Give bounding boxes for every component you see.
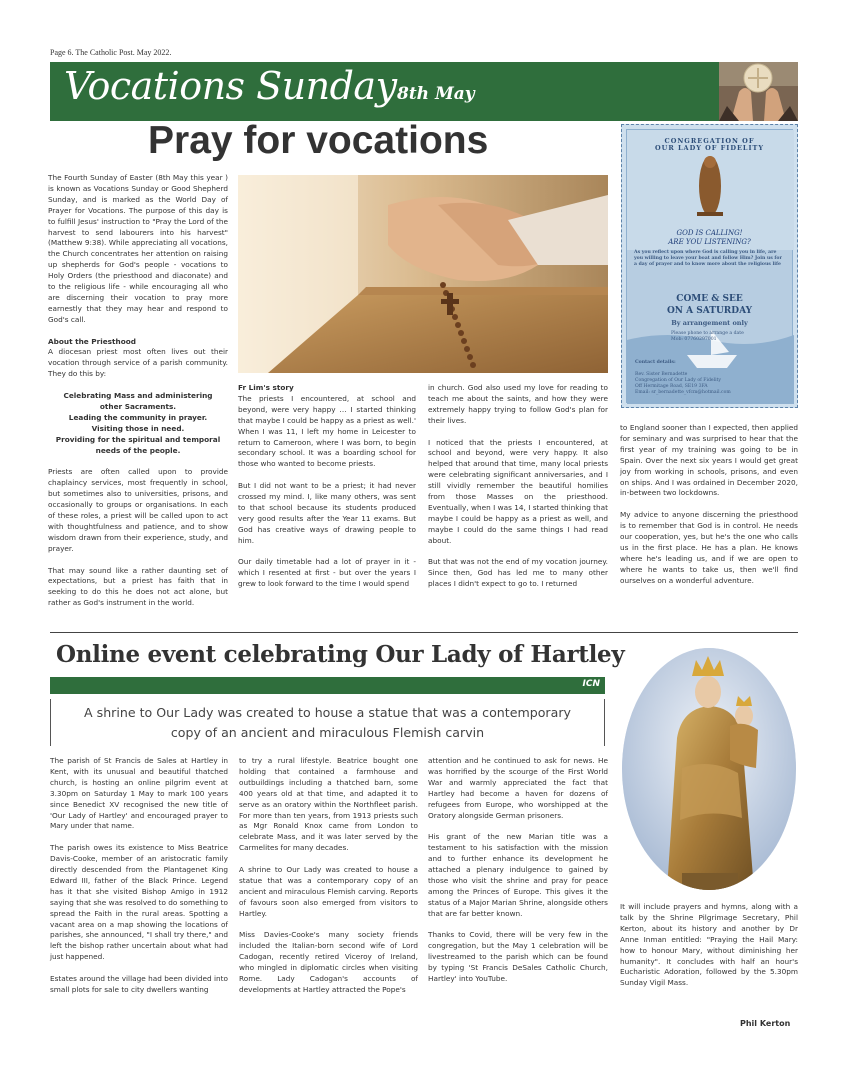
vocations-poster — [621, 124, 798, 408]
list-item: Visiting those in need. — [91, 423, 185, 433]
paragraph: The parish of St Francis de Sales at Hartley in Kent, with its unusual and beautiful thatched church, is hosting an online pilgrim event at 3.30pm on Saturday 1 May to mark 100 years since Benedict XV recognised the new title of 'Our Lady of Hartley' and encouraged prayer to Mary under that name. — [50, 756, 228, 831]
poster-contact-address: Off Hermitage Road, SE19 3FA — [635, 384, 708, 389]
paragraph: I noticed that the priests I encountered, at school and beyond, were very happy. It also helped that around that time, many local priests were celebrating significant anniversaries, and I still vividly remember the beautiful homilies from those Masses on the priesthood. Eventually, when I was 14, I started thinking that maybe I could be happy as a priest as well, and maybe I could do the same things I had read about. — [428, 437, 608, 545]
poster-contact-name: Rev. Sister Bernadette — [635, 372, 688, 377]
byline-bar — [50, 677, 605, 694]
subheading: Fr Lim's story — [238, 383, 294, 392]
poster-body: As you reflect upon where God is calling you in life, are you willing to leave your boat and follow Him? Join us for a day of prayer and to know more about the religious life — [634, 250, 782, 268]
poster-saturday: ON A SATURDAY — [666, 306, 753, 316]
poster-calling-line2: ARE YOU LISTENING? — [668, 238, 751, 246]
article2-column-1 — [50, 756, 228, 1007]
poster-arrangement: By arrangement only — [671, 319, 748, 327]
article-headline-2: Online event celebrating Our Lady of Hartley — [56, 641, 625, 668]
article2-column-3 — [428, 756, 608, 996]
paragraph: My advice to anyone discerning the priesthood is to remember that God is in control. He needs our cooperation, yes, but he's the one who calls us in the first place. He has a plan. He knows where he's leading us, and if we are open to where he wants to take us, then we'll find ourselves on a wonderful adventure. — [620, 510, 798, 585]
paragraph: The priests I encountered, at school and beyond, were very happy … I started thinking that maybe I could be happy as a priest as well.' When I was 11, I left my home in Leicester to return to Cameroon, where I was born, to begin secondary school. It was a boarding school for those who wanted to become priests. — [238, 393, 416, 469]
paragraph: But that was not the end of my vocation journey. Since then, God has led me to many other places I didn't expect to go to. I returned — [428, 557, 608, 589]
duties-list — [48, 391, 228, 456]
poster-phone-line2: Mob: 07760297001 — [671, 337, 717, 342]
paragraph: The parish owes its existence to Miss Beatrice Davis-Cooke, member of an aristocratic family directly descended from the Plantagenet King Edward III, father of the Black Prince. Legend has it that she visited Bishop Amigo in 1912 saying that she was resolved to do something to spread the Faith in the rural areas. Spotting a vacant area on a map showing the locations of parishes, she announced, "I shall try there," and left the bishop rather uncertain about what had just happened. — [50, 843, 228, 962]
paragraph: A diocesan priest most often lives out their vocation through service of a parish community. They do this by: — [48, 347, 228, 379]
section-divider — [50, 632, 798, 633]
article-column-3 — [428, 383, 608, 601]
paragraph: attention and he continued to ask for news. He was horrified by the scourge of the First World War and warmly appreciated the fact that Hartley had become a haven for dozens of refugees from Europe, who worshipped at the Oratory alongside German prisoners. — [428, 756, 608, 820]
paragraph: Estates around the village had been divided into small plots for sale to city dwellers wanting — [50, 974, 228, 994]
poster-title-line1: CONGREGATION OF — [664, 137, 755, 145]
paragraph: The Fourth Sunday of Easter (8th May this year ) is known as Vocations Sunday or Good Shepherd Sunday, and is marked as the World Day of Prayer for Vocations. The purpose of this day is to fulfill Jesus' instruction to "Pray the Lord of the harvest to send labourers into his harvest" (Matthew 9:38). While appreciating all vocations, the Church concentrates her attention on raising up shepherds for God's people - vocations to Holy Orders (the priesthood and diaconate) and to the religious life - while encouraging all who are discerning their vocation to pray more earnestly that they may hear and respond to God's call. — [48, 173, 228, 324]
byline: ICN — [582, 679, 600, 689]
list-item: Providing for the spiritual and temporal needs of the people. — [55, 434, 221, 455]
paragraph: to try a rural lifestyle. Beatrice bought one holding that contained a farmhouse and outbuildings including a thatched barn, some 400 years old at that time, and adapted it to serve as an oratory within the Northfleet parish. For more than ten years, from 1913 priests such as Mgr Ronald Knox came from London to celebrate Mass, and it was later served by the Carmelites for many decades. — [239, 756, 418, 853]
paragraph: in church. God also used my love for reading to teach me about the saints, and how they were extremely happy trying to follow God's plan for their lives. — [428, 383, 608, 425]
paragraph: Priests are often called upon to provide chaplaincy services, most frequently in school, but sometimes also to universities, prisons, and occasionally to groups or organisations. In each of these roles, a priest will be called upon to act with thoughtfulness and patience, and to show wisdom drawn from their experience, study, and prayer. — [48, 467, 228, 553]
paragraph: It will include prayers and hymns, along with a talk by the Shrine Pilgrimage Secretary, Phil Kerton, about its history and another by Dr Anne Inman entitled: "Praying the Hail Mary: how to honour Mary, without diminishing her humanity". It concludes with half an hour's Eucharistic Adoration, followed by the 5.30pm Sunday Vigil Mass. — [620, 902, 798, 988]
paragraph: His grant of the new Marian title was a testament to his satisfaction with the mission and to further enhance its development he attached a plenary indulgence to gained by those who visit the shrine and pray for peace among the Princes of Europe. This gives it the status of a Major Marian Shrine, alongside others that are far better known. — [428, 832, 608, 918]
article-column-4 — [620, 423, 798, 597]
paragraph: Miss Davies-Cooke's many society friends included the Italian-born second wife of Lord Cadogan, recently retired Viceroy of Ireland, who mingled in diplomatic circles when visiting Rome. Lady Cadogan's accounts of developments at Hartley attracted the Pope's — [239, 930, 418, 994]
poster-come-see: COME & SEE — [676, 294, 743, 304]
poster-panel — [626, 129, 793, 403]
list-item: Leading the community in prayer. — [68, 412, 208, 422]
article2-column-2 — [239, 756, 418, 1007]
paragraph: But I did not want to be a priest; it had never crossed my mind. I, like many others, was sent to that school because its students produced very good results after the Year 11 exams. But God has creative ways of drawing people to him. — [238, 481, 416, 545]
subheading: About the Priesthood — [48, 336, 136, 346]
poster-contact-heading: Contact details: — [635, 360, 676, 365]
our-lady-of-hartley-statue-photo — [622, 648, 796, 890]
article-headline: Pray for vocations — [148, 119, 489, 162]
paragraph: Thanks to Covid, there will be very few in the congregation, but the May 1 celebration will be livestreamed to the parish which can be found by typing 'St Francis DeSales Catholic Church, Hartley' into YouTube. — [428, 930, 608, 984]
section-date: 8th May — [397, 84, 475, 104]
paragraph: Our daily timetable had a lot of prayer in it - which I resented at first - but over the years I grew to look forward to the time I would spend — [238, 557, 416, 589]
praying-hands-photo — [238, 175, 608, 373]
paragraph: That may sound like a rather daunting set of expectations, but a priest has faith that in seeking to do this he does not act alone, but rather as God's instrument in the world. — [48, 565, 228, 608]
list-item: Celebrating Mass and administering other Sacraments. — [63, 391, 213, 411]
banner-host-image — [719, 62, 798, 121]
poster-title-line2: OUR LADY OF FIDELITY — [654, 144, 765, 152]
article-column-1 — [48, 173, 228, 620]
poster-contact-org: Congregation of Our Lady of Fidelity — [635, 378, 721, 383]
poster-phone-line1: Please phone to arrange a date — [671, 331, 744, 336]
page-folio: Page 6. The Catholic Post. May 2022. — [50, 48, 172, 57]
author-signature: Phil Kerton — [740, 1019, 791, 1028]
poster-contact-email: Email: sr_bernadette_vfcm@hotmail.com — [635, 390, 731, 395]
poster-calling-line1: GOD IS CALLING! — [676, 229, 743, 237]
paragraph: to England sooner than I expected, then applied for seminary and was surprised to hear that the first year of my training was going to be in Spain. Over the next six years I would get great joy from working in schools, prisons, and even on ships. And I was ordained in December 2020, in-between two lockdowns. — [620, 423, 798, 498]
article2-column-4 — [620, 902, 798, 1000]
article-column-2 — [238, 383, 416, 601]
standfirst: A shrine to Our Lady was created to house a statue that was a contemporary copy of an ancient and miraculous Flemish carvin — [50, 699, 605, 746]
paragraph: A shrine to Our Lady was created to house a statue that was a contemporary copy of an ancient and miraculous Flemish carving. Reports of favours soon also emerged from visitors to Hartley. — [239, 865, 418, 918]
section-title: Vocations Sunday — [64, 64, 397, 108]
